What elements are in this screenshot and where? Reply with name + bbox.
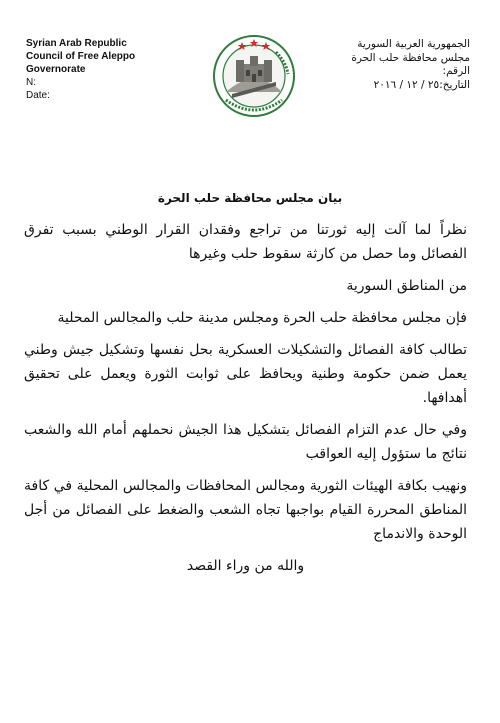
- header-en-line1: Syrian Arab Republic: [26, 38, 127, 49]
- paragraph: تطالب كافة الفصائل والتشكيلات العسكرية بحل نفسها وتشكيل جيش وطني يعمل ضمن حكومة وطنية ويحافظ على ثوابت الثورة ويعمل على تحقيق أهدافها.: [24, 342, 467, 406]
- header-ar-line1: الجمهورية العربية السورية: [357, 38, 470, 50]
- paragraph: وفي حال عدم التزام الفصائل بتشكيل هذا الجيش نحملهم أمام الله والشعب نتائج ما ستؤول إليه العواقب: [24, 422, 467, 462]
- header-en-line2: Council of Free Aleppo: [26, 51, 136, 62]
- closing-line: والله من وراء القصد: [186, 558, 305, 574]
- paragraph: من المناطق السورية: [346, 278, 467, 294]
- header-ar-date-line: التاريخ:٢٥ / ١٢ / ٢٠١٦: [373, 78, 470, 91]
- paragraph: نظراً لما آلت إليه ثورتنا من تراجع وفقدان القرار الوطني بسبب تفرق الفصائل وما حصل من كارثة سقوط حلب وغيرها: [24, 222, 467, 262]
- header-ar-number-label: الرقم:: [442, 65, 470, 77]
- paragraph: ونهيب بكافة الهيئات الثورية ومجالس المحافظات والمجالس المحلية في كافة المناطق المحررة القيام بواجبها تجاه الشعب والضغط على الفصائل من أجل الوحدة والاندماج: [24, 478, 467, 542]
- header-en-date-label: Date:: [26, 90, 50, 101]
- header-en-line3: Governorate: [26, 64, 86, 75]
- council-seal-icon: [212, 34, 296, 118]
- header-arabic: [295, 38, 470, 92]
- header-en-number-label: N:: [26, 77, 36, 88]
- paragraph: فإن مجلس محافظة حلب الحرة ومجلس مدينة حلب والمجالس المحلية: [57, 310, 467, 326]
- statement-body: [24, 218, 467, 586]
- document-title: بيان مجلس محافظة حلب الحرة: [157, 191, 343, 205]
- header-english: [26, 37, 206, 102]
- header-ar-line2: مجلس محافظة حلب الحرة: [351, 51, 470, 64]
